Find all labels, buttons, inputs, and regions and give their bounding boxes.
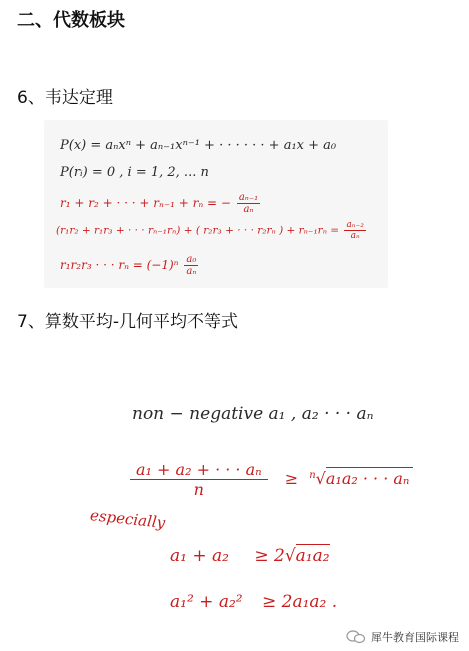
amgm-geq: ≥ bbox=[284, 469, 299, 488]
amgm-fraction-denominator: n bbox=[130, 479, 268, 499]
product-fraction-numerator: a₀ bbox=[186, 254, 197, 265]
ineq2-radicand: a₁a₂ bbox=[295, 546, 330, 566]
product-fraction-denominator: aₙ bbox=[186, 266, 197, 277]
ineq3-left: a₁² + a₂² bbox=[170, 592, 243, 612]
amgm-root-index: n bbox=[309, 469, 316, 481]
sum-fraction-denominator: aₙ bbox=[237, 203, 260, 215]
ineq3-right: ≥ 2a₁a₂ . bbox=[262, 592, 338, 612]
pairs-fraction bbox=[344, 220, 365, 241]
ineq2-geq: ≥ 2 bbox=[254, 546, 285, 566]
amgm-fraction bbox=[130, 460, 268, 499]
squares-inequality bbox=[170, 592, 337, 612]
amgm-fraction-numerator: a₁ + a₂ + · · · aₙ bbox=[136, 460, 262, 479]
wechat-icon bbox=[346, 630, 366, 644]
sum-of-roots-text: r₁ + r₂ + · · · + rₙ₋₁ + rₙ = − bbox=[60, 196, 231, 210]
sum-fraction bbox=[237, 192, 260, 215]
pairs-fraction-denominator: aₙ bbox=[344, 230, 365, 241]
pair-products-line bbox=[56, 220, 368, 241]
root-condition-line: P(rᵢ) = 0 , i = 1, 2, ... n bbox=[60, 165, 209, 180]
watermark bbox=[346, 629, 459, 645]
section-heading: 二、代数板块 bbox=[17, 10, 125, 31]
amgm-figure bbox=[0, 360, 469, 651]
pair-products-text: (r₁r₂ + r₁r₃ + · · · rₙ₋₁rₙ) + ( r₂r₃ + · · · r₂rₙ ) + rₙ₋₁rₙ = bbox=[56, 224, 343, 237]
polynomial-line: P(x) = aₙxⁿ + aₙ₋₁xⁿ⁻¹ + · · · · · · + a₁x + a₀ bbox=[60, 138, 337, 153]
radical-icon: √ bbox=[315, 469, 326, 488]
product-fraction bbox=[184, 254, 198, 277]
am-gm-two-terms bbox=[170, 544, 330, 566]
sum-fraction-numerator: aₙ₋₁ bbox=[238, 192, 259, 203]
section-7-title: 7、算数平均-几何平均不等式 bbox=[17, 312, 238, 332]
nonnegative-line: non − negative a₁ , a₂ · · · aₙ bbox=[132, 404, 374, 424]
vieta-formula-card bbox=[44, 120, 388, 288]
watermark-text: 犀牛教育国际课程 bbox=[371, 631, 459, 644]
especially-label: especially bbox=[89, 506, 167, 532]
radical-icon: √ bbox=[284, 546, 296, 566]
ineq2-left: a₁ + a₂ bbox=[170, 546, 229, 566]
amgm-inequality bbox=[128, 460, 413, 499]
pairs-fraction-numerator: aₙ₋₂ bbox=[346, 220, 364, 230]
product-of-roots-text: r₁r₂r₃ · · · rₙ = (−1)ⁿ bbox=[60, 258, 179, 272]
product-of-roots-line bbox=[60, 254, 200, 277]
section-6-title: 6、韦达定理 bbox=[17, 88, 113, 108]
sum-of-roots-line bbox=[60, 192, 262, 215]
amgm-radicand: a₁a₂ · · · aₙ bbox=[326, 467, 414, 488]
